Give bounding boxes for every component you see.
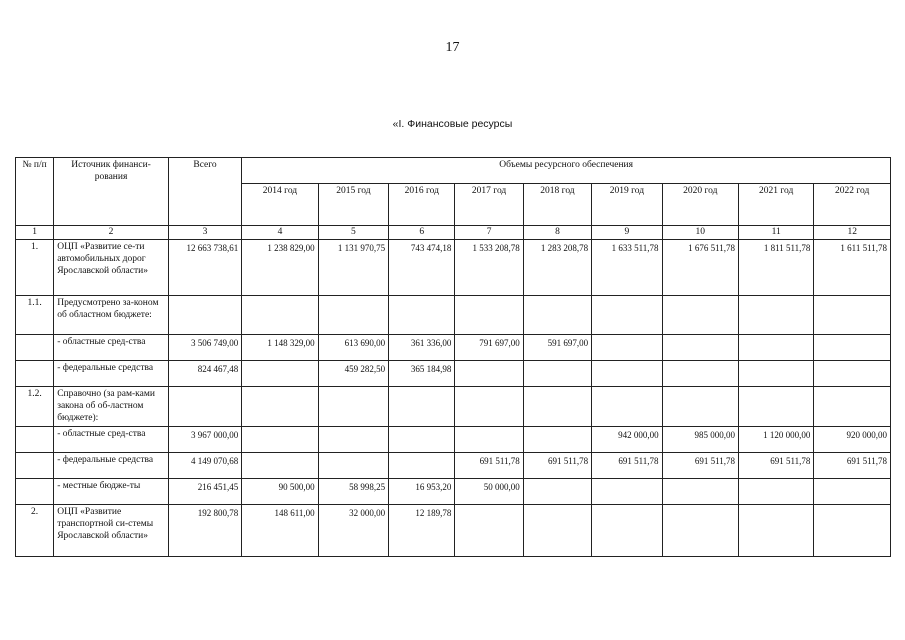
row-year-value-cell: 1 120 000,00	[738, 427, 813, 453]
row-year-value-cell: 691 511,78	[592, 453, 662, 479]
row-year-value-cell: 365 184,98	[389, 361, 455, 387]
row-year-value-cell: 50 000,00	[455, 479, 523, 505]
row-year-value-cell	[738, 505, 813, 557]
row-year-value-cell: 16 953,20	[389, 479, 455, 505]
row-year-value-cell	[318, 427, 388, 453]
row-year-value-cell: 1 283 208,78	[523, 240, 591, 296]
row-year-value-cell	[242, 427, 318, 453]
row-year-value-cell: 148 611,00	[242, 505, 318, 557]
row-year-value-cell	[389, 387, 455, 427]
row-total-cell: 4 149 070,68	[168, 453, 241, 479]
row-total-cell: 3 506 749,00	[168, 335, 241, 361]
row-year-value-cell	[242, 296, 318, 335]
header-source: Источник финанси-рования	[54, 158, 169, 226]
row-year-value-cell	[738, 387, 813, 427]
row-number-cell	[16, 453, 54, 479]
row-year-value-cell: 791 697,00	[455, 335, 523, 361]
row-source-cell: - федеральные средства	[54, 361, 169, 387]
row-year-value-cell: 1 811 511,78	[738, 240, 813, 296]
row-year-value-cell: 90 500,00	[242, 479, 318, 505]
row-year-value-cell: 613 690,00	[318, 335, 388, 361]
row-year-value-cell	[389, 296, 455, 335]
row-year-value-cell	[592, 361, 662, 387]
table-row	[16, 453, 891, 479]
header-year: 2018 год	[523, 184, 591, 226]
table-row	[16, 505, 891, 557]
row-year-value-cell	[592, 387, 662, 427]
row-year-value-cell: 1 148 329,00	[242, 335, 318, 361]
row-year-value-cell	[662, 387, 738, 427]
row-year-value-cell	[592, 296, 662, 335]
row-year-value-cell	[662, 505, 738, 557]
row-year-value-cell: 1 131 970,75	[318, 240, 388, 296]
header-row	[16, 158, 891, 184]
row-total-cell: 216 451,45	[168, 479, 241, 505]
header-year: 2020 год	[662, 184, 738, 226]
row-total-cell	[168, 387, 241, 427]
row-year-value-cell: 1 238 829,00	[242, 240, 318, 296]
row-year-value-cell	[455, 361, 523, 387]
row-number-cell	[16, 479, 54, 505]
header-volumes: Объемы ресурсного обеспечения	[242, 158, 891, 184]
row-year-value-cell: 361 336,00	[389, 335, 455, 361]
column-index: 1	[16, 226, 54, 240]
row-year-value-cell: 691 511,78	[662, 453, 738, 479]
column-index: 4	[242, 226, 318, 240]
row-year-value-cell: 691 511,78	[814, 453, 891, 479]
row-source-cell: Справочно (за рам-ками закона об об-ластном бюджете):	[54, 387, 169, 427]
header-year: 2017 год	[455, 184, 523, 226]
table-row	[16, 427, 891, 453]
row-total-cell	[168, 296, 241, 335]
row-number-cell	[16, 361, 54, 387]
row-total-cell: 824 467,48	[168, 361, 241, 387]
row-year-value-cell	[814, 361, 891, 387]
column-index: 3	[168, 226, 241, 240]
column-index: 2	[54, 226, 169, 240]
header-total: Всего	[168, 158, 241, 226]
row-number-cell: 1.1.	[16, 296, 54, 335]
row-year-value-cell: 942 000,00	[592, 427, 662, 453]
header-num: № п/п	[16, 158, 54, 226]
financial-resources-table	[15, 157, 891, 557]
table-row	[16, 335, 891, 361]
column-index: 9	[592, 226, 662, 240]
row-number-cell	[16, 427, 54, 453]
row-year-value-cell: 985 000,00	[662, 427, 738, 453]
row-year-value-cell	[814, 296, 891, 335]
row-year-value-cell	[242, 387, 318, 427]
header-year: 2022 год	[814, 184, 891, 226]
row-year-value-cell	[523, 427, 591, 453]
row-year-value-cell: 743 474,18	[389, 240, 455, 296]
header-year: 2016 год	[389, 184, 455, 226]
column-index: 5	[318, 226, 388, 240]
row-year-value-cell	[523, 479, 591, 505]
page-number: 17	[445, 40, 460, 55]
row-year-value-cell: 691 511,78	[523, 453, 591, 479]
row-total-cell: 192 800,78	[168, 505, 241, 557]
row-year-value-cell	[455, 387, 523, 427]
column-index: 6	[389, 226, 455, 240]
row-source-cell: ОЦП «Развитие се-ти автомобильных дорог Ярославской области»	[54, 240, 169, 296]
column-index: 10	[662, 226, 738, 240]
row-total-cell: 12 663 738,61	[168, 240, 241, 296]
row-year-value-cell	[662, 335, 738, 361]
row-year-value-cell	[523, 505, 591, 557]
row-total-cell: 3 967 000,00	[168, 427, 241, 453]
row-source-cell: - местные бюдже-ты	[54, 479, 169, 505]
row-year-value-cell: 32 000,00	[318, 505, 388, 557]
row-year-value-cell	[523, 361, 591, 387]
row-year-value-cell: 1 533 208,78	[455, 240, 523, 296]
row-year-value-cell	[738, 335, 813, 361]
column-index: 11	[738, 226, 813, 240]
row-source-cell: Предусмотрено за-коном об областном бюджете:	[54, 296, 169, 335]
row-year-value-cell	[814, 505, 891, 557]
table-row	[16, 479, 891, 505]
row-year-value-cell: 1 611 511,78	[814, 240, 891, 296]
table-row	[16, 240, 891, 296]
row-year-value-cell	[738, 361, 813, 387]
row-year-value-cell: 920 000,00	[814, 427, 891, 453]
row-source-cell: ОЦП «Развитие транспортной си-стемы Ярославской области»	[54, 505, 169, 557]
row-year-value-cell	[242, 453, 318, 479]
row-source-cell: - областные сред-ства	[54, 427, 169, 453]
row-year-value-cell	[318, 387, 388, 427]
row-year-value-cell	[814, 479, 891, 505]
header-year: 2019 год	[592, 184, 662, 226]
row-year-value-cell: 591 697,00	[523, 335, 591, 361]
row-year-value-cell	[455, 427, 523, 453]
row-year-value-cell	[318, 453, 388, 479]
row-year-value-cell: 459 282,50	[318, 361, 388, 387]
row-year-value-cell	[523, 387, 591, 427]
section-title: «I. Финансовые ресурсы	[392, 118, 513, 130]
column-index: 8	[523, 226, 591, 240]
table-row	[16, 361, 891, 387]
row-year-value-cell	[389, 453, 455, 479]
row-number-cell: 1.	[16, 240, 54, 296]
row-year-value-cell	[242, 361, 318, 387]
row-source-cell: - областные сред-ства	[54, 335, 169, 361]
row-year-value-cell: 58 998,25	[318, 479, 388, 505]
table-row	[16, 296, 891, 335]
header-year: 2015 год	[318, 184, 388, 226]
row-year-value-cell	[455, 296, 523, 335]
row-year-value-cell: 691 511,78	[455, 453, 523, 479]
row-year-value-cell	[814, 387, 891, 427]
header-year: 2021 год	[738, 184, 813, 226]
row-year-value-cell	[738, 296, 813, 335]
column-index: 7	[455, 226, 523, 240]
row-number-cell: 2.	[16, 505, 54, 557]
table-body	[16, 240, 891, 557]
row-year-value-cell	[389, 427, 455, 453]
row-year-value-cell	[592, 479, 662, 505]
row-year-value-cell: 12 189,78	[389, 505, 455, 557]
row-number-cell: 1.2.	[16, 387, 54, 427]
row-year-value-cell	[455, 505, 523, 557]
row-year-value-cell: 1 633 511,78	[592, 240, 662, 296]
row-year-value-cell	[318, 296, 388, 335]
row-year-value-cell: 691 511,78	[738, 453, 813, 479]
row-year-value-cell	[662, 296, 738, 335]
row-year-value-cell	[738, 479, 813, 505]
row-year-value-cell	[814, 335, 891, 361]
row-year-value-cell	[592, 335, 662, 361]
row-year-value-cell	[662, 361, 738, 387]
row-source-cell: - федеральные средства	[54, 453, 169, 479]
table-row	[16, 387, 891, 427]
column-index-row	[16, 226, 891, 240]
row-year-value-cell	[523, 296, 591, 335]
row-year-value-cell	[662, 479, 738, 505]
row-year-value-cell: 1 676 511,78	[662, 240, 738, 296]
column-index: 12	[814, 226, 891, 240]
header-year: 2014 год	[242, 184, 318, 226]
row-number-cell	[16, 335, 54, 361]
row-year-value-cell	[592, 505, 662, 557]
